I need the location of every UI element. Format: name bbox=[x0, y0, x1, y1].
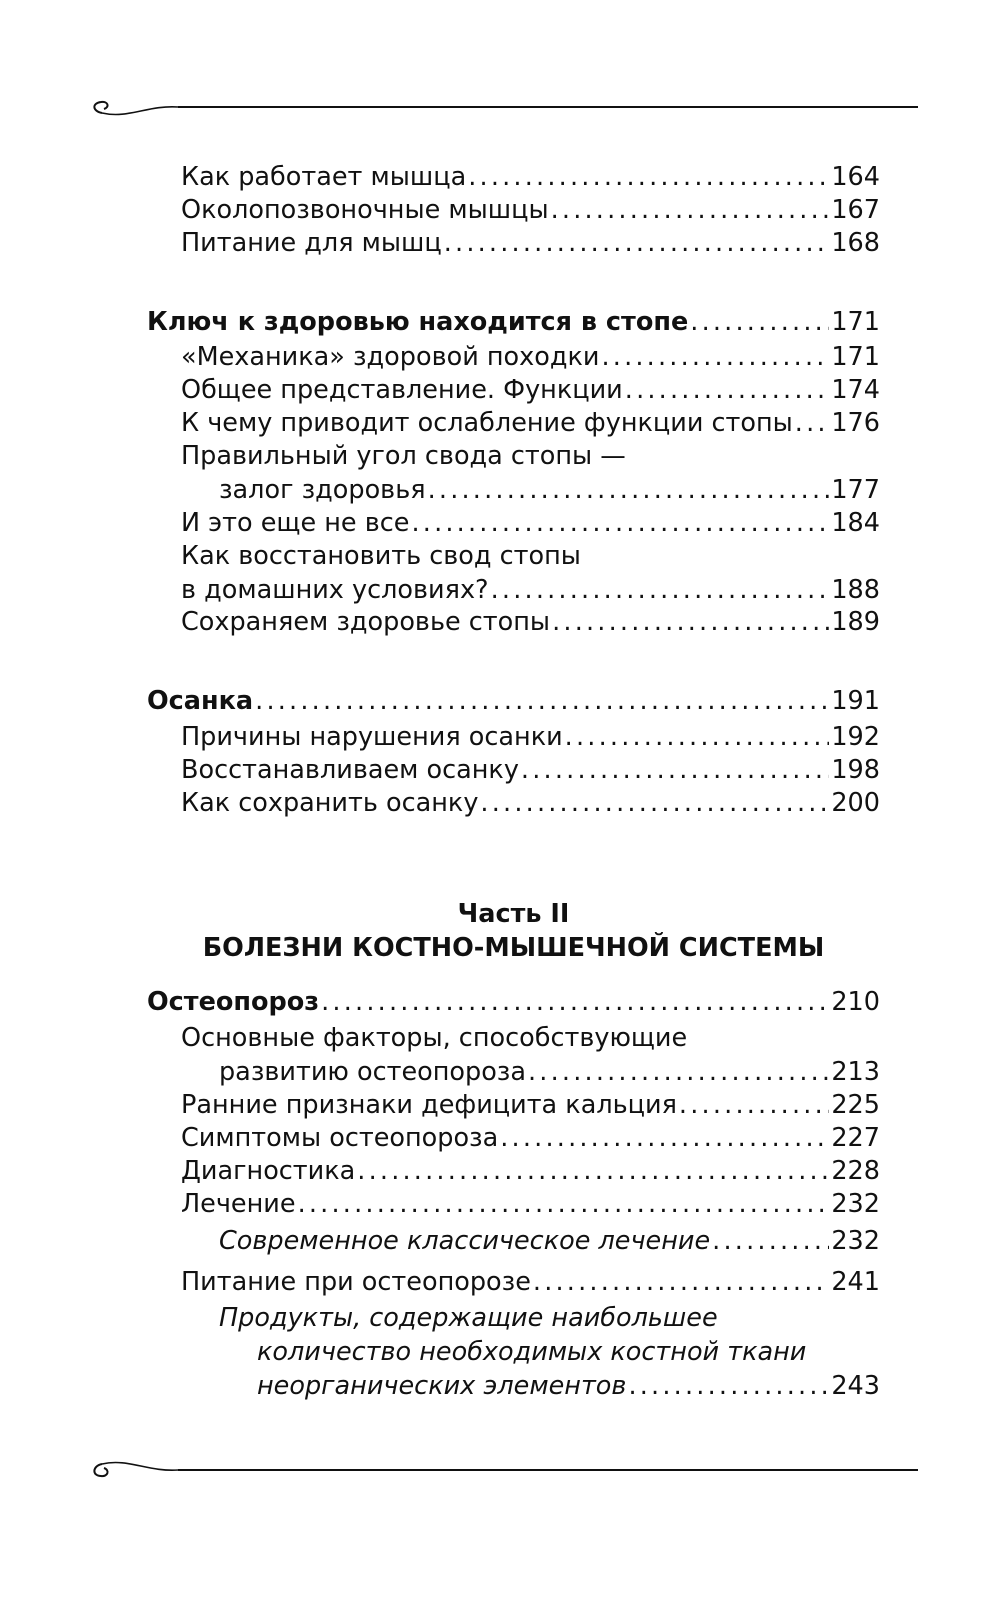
toc-entry-page: 171 bbox=[831, 342, 880, 372]
toc-entry[interactable] bbox=[147, 1154, 880, 1188]
toc-entry-page: 189 bbox=[831, 607, 880, 637]
toc-entry-title-second: в домашних условиях? bbox=[181, 575, 489, 605]
leader-dots bbox=[357, 1154, 829, 1188]
toc-entry[interactable] bbox=[147, 539, 880, 607]
toc-entry-page: 227 bbox=[831, 1123, 880, 1153]
toc-entry-title-first: Правильный угол свода стопы — bbox=[181, 441, 626, 471]
toc-entry-title: Симптомы остеопороза bbox=[181, 1123, 499, 1153]
toc-entry-page: 188 bbox=[831, 575, 880, 605]
leader-dots bbox=[551, 193, 830, 227]
part-label: Часть II bbox=[457, 899, 570, 929]
leader-dots bbox=[690, 305, 829, 339]
leader-dots bbox=[500, 1121, 829, 1155]
toc-entry-page: 241 bbox=[831, 1267, 880, 1297]
toc-entry-page: 198 bbox=[831, 755, 880, 785]
leader-dots bbox=[565, 720, 830, 754]
toc-entry-title: Как работает мышца bbox=[181, 162, 467, 192]
toc-entry[interactable] bbox=[147, 193, 880, 227]
toc-chapter-page: 210 bbox=[831, 987, 880, 1017]
toc-chapter-page: 171 bbox=[831, 307, 880, 337]
toc-entry-page: 177 bbox=[831, 475, 880, 505]
leader-dots bbox=[468, 160, 829, 194]
toc-subentry-title-second: количество необходимых костной ткани bbox=[257, 1337, 807, 1367]
toc-entry-page: 200 bbox=[831, 788, 880, 818]
toc-entry-page: 228 bbox=[831, 1156, 880, 1186]
toc-entry-title: Ранние признаки дефицита кальция bbox=[181, 1090, 677, 1120]
leader-dots bbox=[444, 226, 830, 260]
toc-entry[interactable] bbox=[147, 406, 880, 440]
toc-entry[interactable] bbox=[147, 506, 880, 540]
toc-entry-page: 184 bbox=[831, 508, 880, 538]
toc-subentry-title-first: Продукты, содержащие наибольшее bbox=[219, 1303, 718, 1333]
toc-chapter-title: Осанка bbox=[147, 686, 254, 716]
toc-entry[interactable] bbox=[147, 439, 880, 507]
leader-dots bbox=[601, 340, 829, 374]
toc-entry[interactable] bbox=[147, 160, 880, 194]
toc-entry[interactable] bbox=[147, 340, 880, 374]
top-ornament-rule bbox=[88, 95, 922, 135]
toc-entry-title: Восстанавливаем осанку bbox=[181, 755, 519, 785]
toc-entry-title: Питание при остеопорозе bbox=[181, 1267, 531, 1297]
toc-entry-page: 168 bbox=[831, 228, 880, 258]
leader-dots bbox=[528, 1055, 829, 1089]
toc-chapter-title: Остеопороз bbox=[147, 987, 320, 1017]
leader-dots bbox=[428, 473, 830, 507]
toc-chapter[interactable] bbox=[147, 305, 880, 339]
leader-dots bbox=[480, 786, 829, 820]
toc-entry-page: 167 bbox=[831, 195, 880, 225]
toc-entry-title: Причины нарушения осанки bbox=[181, 722, 563, 752]
toc-entry-title-second: развитию остеопороза bbox=[219, 1057, 526, 1087]
toc-entry-page: 164 bbox=[831, 162, 880, 192]
toc-entry[interactable] bbox=[147, 373, 880, 407]
toc-entry-page: 174 bbox=[831, 375, 880, 405]
toc-subentry-title: Современное классическое лечение bbox=[219, 1226, 711, 1256]
toc-entry[interactable] bbox=[147, 753, 880, 787]
toc-entry-page: 213 bbox=[831, 1057, 880, 1087]
toc-entry-page: 225 bbox=[831, 1090, 880, 1120]
toc-entry[interactable] bbox=[147, 226, 880, 260]
leader-dots bbox=[795, 406, 830, 440]
toc-entry-title: Питание для мышц bbox=[181, 228, 442, 258]
toc-entry-title: Общее представление. Функции bbox=[181, 375, 623, 405]
toc-entry-title: Диагностика bbox=[181, 1156, 356, 1186]
toc-subentry-page: 243 bbox=[831, 1371, 880, 1401]
bottom-ornament-rule bbox=[88, 1450, 922, 1490]
toc-entry-title-second: залог здоровья bbox=[219, 475, 426, 505]
leader-dots bbox=[552, 605, 829, 639]
toc-entry-page: 192 bbox=[831, 722, 880, 752]
toc-entry-title: Сохраняем здоровье стопы bbox=[181, 607, 551, 637]
toc-entry[interactable] bbox=[147, 605, 880, 639]
leader-dots bbox=[491, 573, 830, 607]
toc-entry[interactable] bbox=[147, 720, 880, 754]
toc-entry[interactable] bbox=[147, 786, 880, 820]
toc-entry-title-first: Основные факторы, способствующие bbox=[181, 1023, 688, 1053]
toc-entry[interactable] bbox=[147, 1021, 880, 1089]
toc-entry[interactable] bbox=[147, 1265, 880, 1299]
toc-entry-page: 232 bbox=[831, 1189, 880, 1219]
toc-chapter[interactable] bbox=[147, 684, 880, 718]
toc-entry-title-first: Как восстановить свод стопы bbox=[181, 541, 581, 571]
leader-dots bbox=[411, 506, 829, 540]
toc-entry-title: Лечение bbox=[181, 1189, 296, 1219]
toc-entry[interactable] bbox=[147, 1187, 880, 1221]
toc-entry-page: 176 bbox=[831, 408, 880, 438]
toc-entry-title: «Механика» здоровой походки bbox=[181, 342, 600, 372]
toc-entry-title: К чему приводит ослабление функции стопы bbox=[181, 408, 793, 438]
toc-subentry-title-third: неорганических элементов bbox=[257, 1371, 627, 1401]
toc-chapter-page: 191 bbox=[831, 686, 880, 716]
leader-dots bbox=[625, 373, 830, 407]
leader-dots bbox=[533, 1265, 829, 1299]
leader-dots bbox=[321, 985, 829, 1019]
toc-entry-title: Как сохранить осанку bbox=[181, 788, 479, 818]
leader-dots bbox=[521, 753, 829, 787]
leader-dots bbox=[255, 684, 829, 718]
part-title: БОЛЕЗНИ КОСТНО-МЫШЕЧНОЙ СИСТЕМЫ bbox=[202, 933, 825, 963]
toc-chapter[interactable] bbox=[147, 985, 880, 1019]
toc-subentry[interactable] bbox=[147, 1224, 880, 1258]
toc-entry-title: И это еще не все bbox=[181, 508, 410, 538]
toc-subentry[interactable] bbox=[147, 1301, 880, 1403]
toc-entry[interactable] bbox=[147, 1121, 880, 1155]
leader-dots bbox=[679, 1088, 829, 1122]
leader-dots bbox=[712, 1224, 829, 1258]
leader-dots bbox=[298, 1187, 830, 1221]
toc-entry[interactable] bbox=[147, 1088, 880, 1122]
toc-subentry-page: 232 bbox=[831, 1226, 880, 1256]
toc-chapter-title: Ключ к здоровью находится в стопе bbox=[147, 307, 689, 337]
leader-dots bbox=[628, 1369, 829, 1403]
toc-entry-title: Околопозвоночные мышцы bbox=[181, 195, 549, 225]
